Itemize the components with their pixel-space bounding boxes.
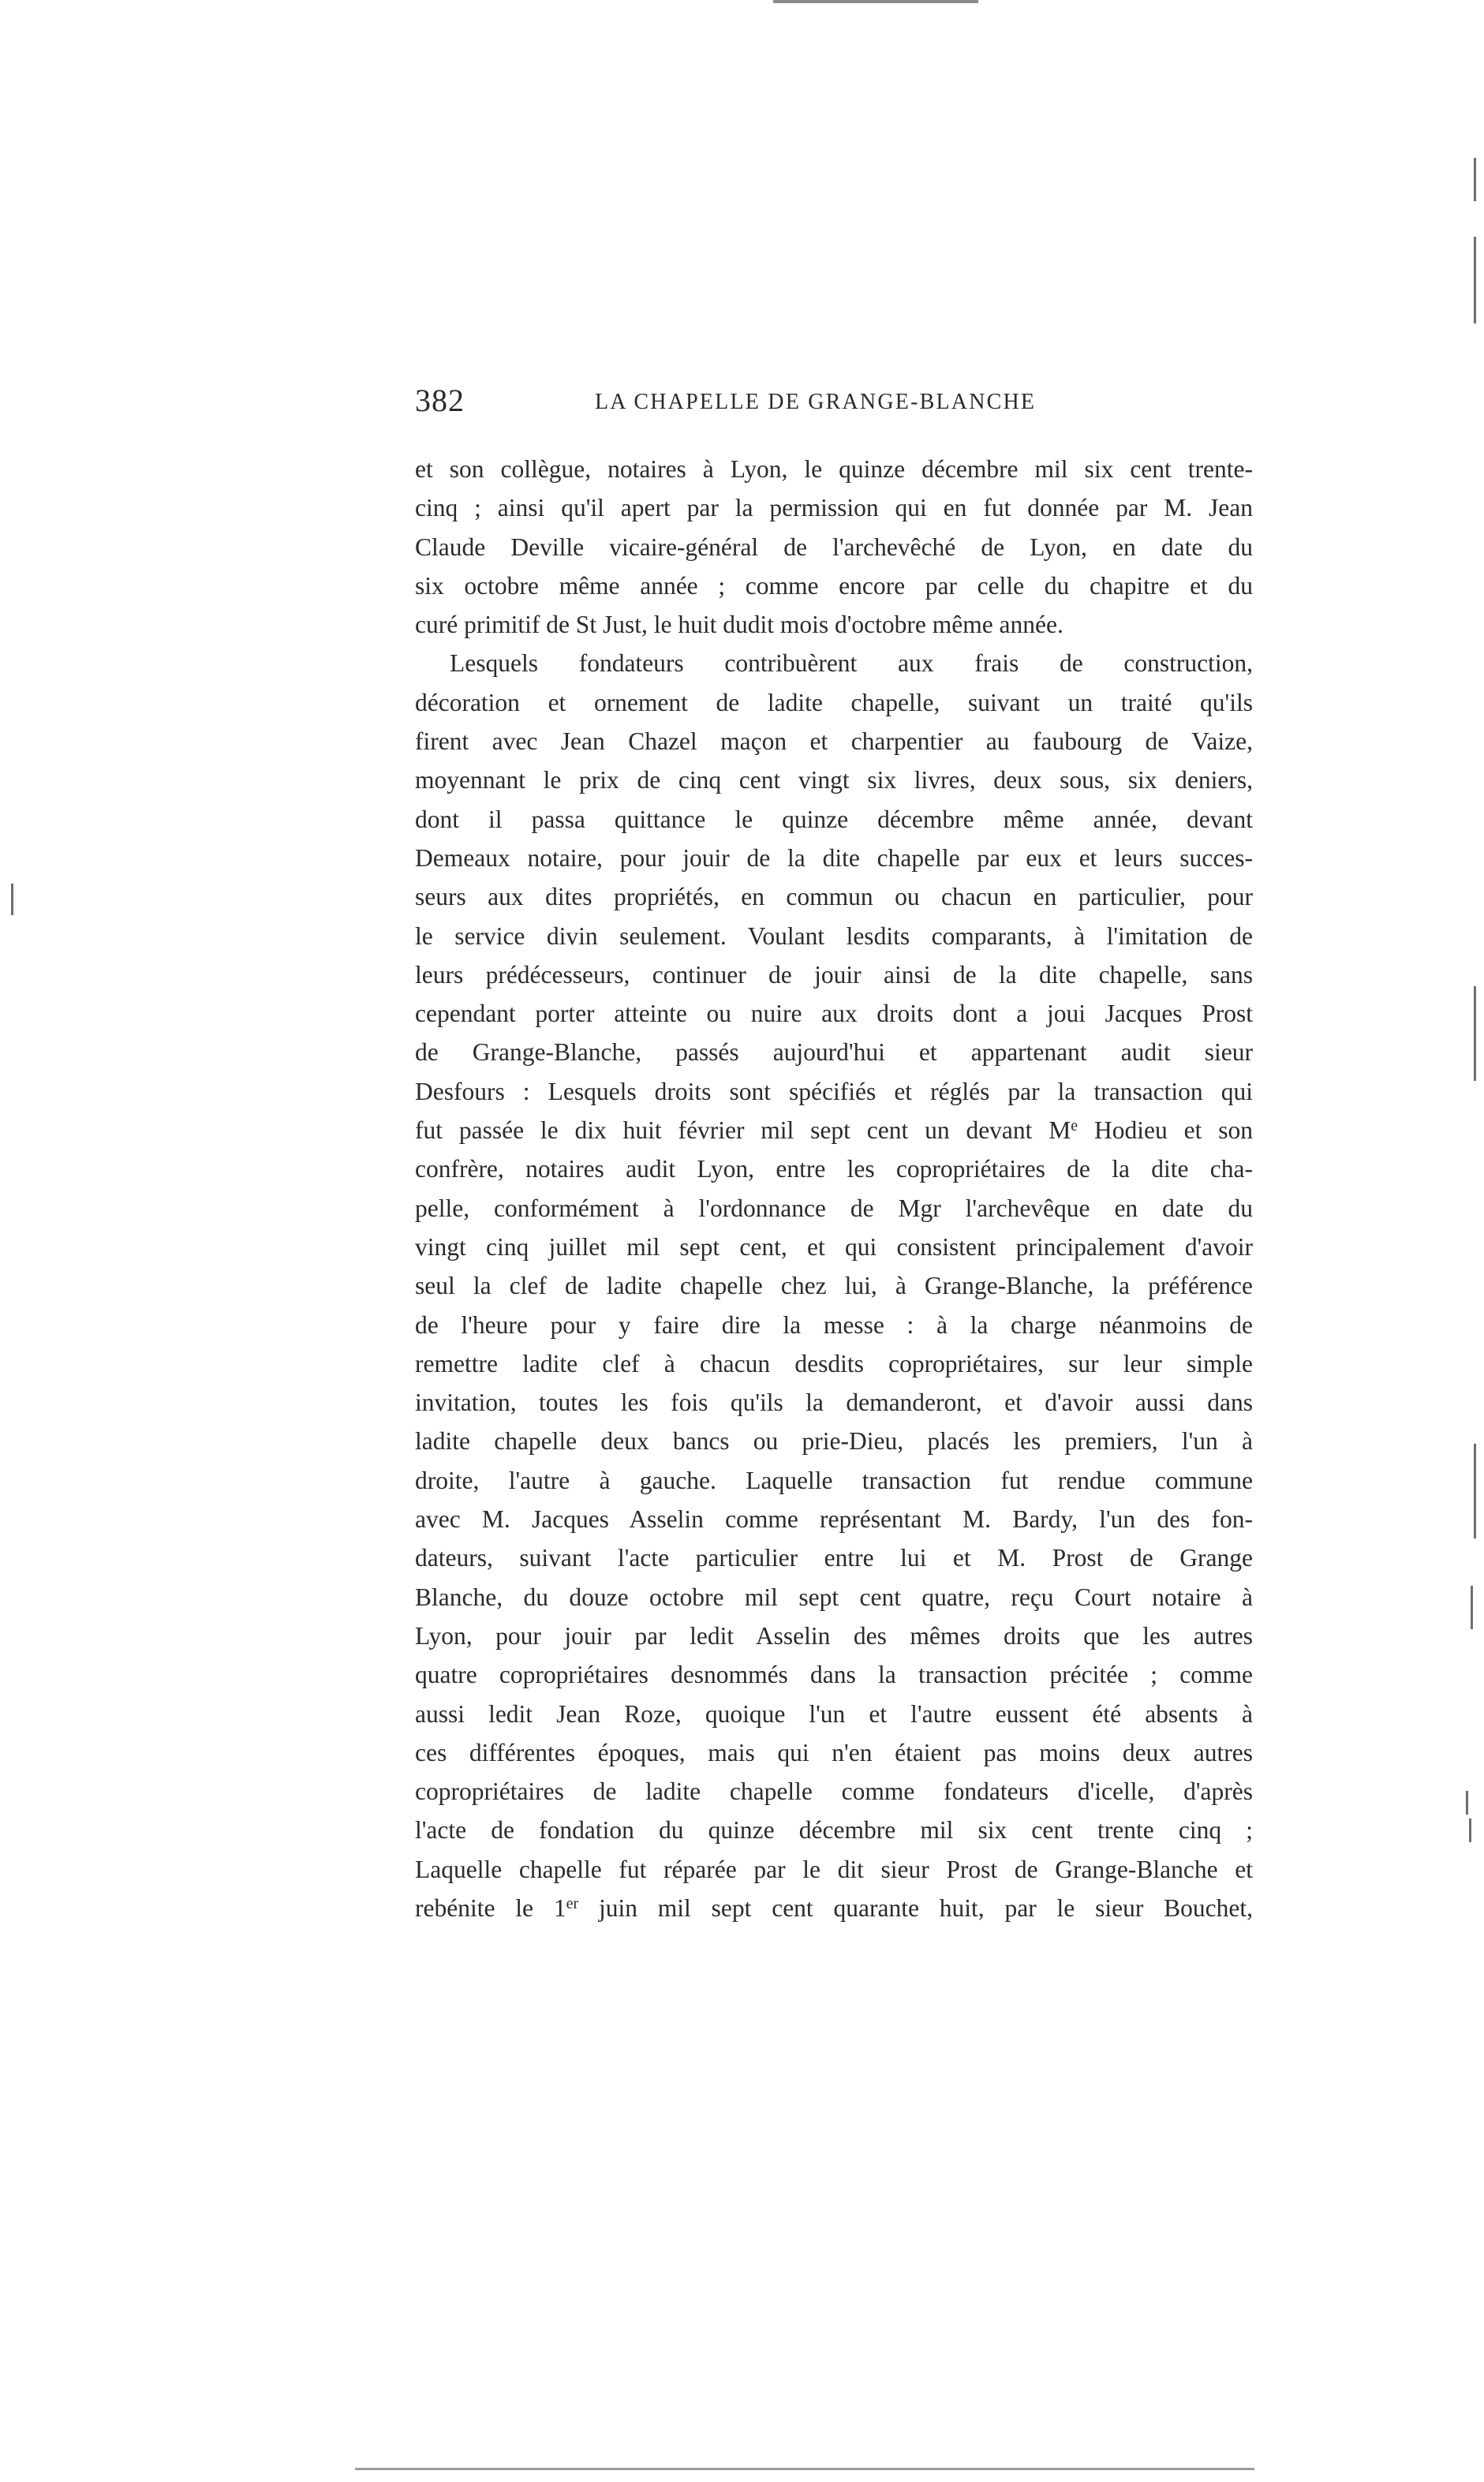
superscript: er — [566, 1894, 579, 1912]
text-line: l'acte de fondation du quinze décembre mil six cent trente cinq ; — [415, 1816, 1253, 1845]
text-line: remettre ladite clef à chacun desdits copropriétaires, sur leur simple — [415, 1349, 1253, 1377]
text-line: leurs prédécesseurs, continuer de jouir ainsi de la dite chapelle, sans — [415, 960, 1253, 989]
text-line: décoration et ornement de ladite chapelle, suivant un traité qu'ils — [415, 688, 1253, 716]
text-segment: juin mil sept cent quarante huit, par le sieur Bouchet, — [578, 1893, 1254, 1922]
paragraph-start-line: Lesquels fondateurs contribuèrent aux frais de construction, — [450, 649, 1253, 678]
text-line: avec M. Jacques Asselin comme représentant M. Bardy, l'un des fon- — [415, 1505, 1253, 1534]
text-line: seul la clef de ladite chapelle chez lui, à Grange-Blanche, la préférence — [415, 1272, 1253, 1300]
text-line: confrère, notaires audit Lyon, entre les copropriétaires de la dite cha- — [415, 1155, 1253, 1183]
text-line: curé primitif de St Just, le huit dudit mois d'octobre même année. — [415, 611, 1063, 639]
text-line-with-superscript — [415, 1889, 1253, 1927]
text-line: ces différentes époques, mais qui n'en étaient pas moins deux autres — [415, 1738, 1253, 1766]
text-segment: Hodieu et son — [1078, 1116, 1253, 1145]
text-line: aussi ledit Jean Roze, quoique l'un et l'autre eussent été absents à — [415, 1699, 1253, 1728]
text-line: dateurs, suivant l'acte particulier entre lui et M. Prost de Grange — [415, 1544, 1253, 1572]
scan-speck — [1474, 158, 1476, 201]
text-line: et son collègue, notaires à Lyon, le quinze décembre mil six cent trente- — [415, 455, 1253, 483]
text-line: Laquelle chapelle fut réparée par le dit sieur Prost de Grange-Blanche et — [415, 1855, 1253, 1883]
scan-speck — [1471, 1586, 1473, 1629]
text-line: pelle, conformément à l'ordonnance de Mgr l'archevêque en date du — [415, 1194, 1253, 1222]
text-line: dont il passa quittance le quinze décembre même année, devant — [415, 805, 1253, 833]
body-text — [415, 450, 1253, 1927]
page-number: 382 — [415, 383, 465, 418]
page-header — [415, 382, 1125, 429]
text-segment: fut passée le dix huit février mil sept cent un devant M — [415, 1116, 1071, 1145]
scan-speck — [11, 884, 13, 915]
text-line: invitation, toutes les fois qu'ils la demanderont, et d'avoir aussi dans — [415, 1389, 1253, 1417]
superscript: e — [1071, 1117, 1078, 1135]
text-line: droite, l'autre à gauche. Laquelle transaction fut rendue commune — [415, 1466, 1253, 1494]
scan-speck — [1469, 1819, 1471, 1842]
text-line: Demeaux notaire, pour jouir de la dite chapelle par eux et leurs succes- — [415, 843, 1253, 872]
scan-speck — [1466, 1791, 1468, 1815]
scan-speck — [1474, 237, 1476, 323]
text-segment: rebénite le 1 — [415, 1893, 566, 1922]
text-line: cinq ; ainsi qu'il apert par la permission qui en fut donnée par M. Jean — [415, 494, 1253, 522]
text-line: vingt cinq juillet mil sept cent, et qui consistent principalement d'avoir — [415, 1232, 1253, 1261]
text-line: Lyon, pour jouir par ledit Asselin des mêmes droits que les autres — [415, 1621, 1253, 1650]
text-line: ladite chapelle deux bancs ou prie-Dieu, placés les premiers, l'un à — [415, 1427, 1253, 1456]
text-line: cependant porter atteinte ou nuire aux droits dont a joui Jacques Prost — [415, 1000, 1253, 1028]
scan-speck — [1474, 986, 1476, 1081]
scan-speck — [1474, 1444, 1476, 1538]
text-line: Desfours : Lesquels droits sont spécifiés et réglés par la transaction qui — [415, 1077, 1253, 1105]
text-line: quatre copropriétaires desnommés dans la transaction précitée ; comme — [415, 1661, 1253, 1689]
text-line-with-superscript — [415, 1111, 1253, 1149]
scan-edge-mark-bottom — [355, 2468, 1254, 2470]
text-line: firent avec Jean Chazel maçon et charpentier au faubourg de Vaize, — [415, 727, 1253, 756]
text-line: six octobre même année ; comme encore par celle du chapitre et du — [415, 571, 1253, 600]
text-line: Claude Deville vicaire-général de l'archevêché de Lyon, en date du — [415, 533, 1253, 561]
text-line: de l'heure pour y faire dire la messe : à la charge néanmoins de — [415, 1310, 1253, 1339]
text-line: le service divin seulement. Voulant lesdits comparants, à l'imitation de — [415, 921, 1253, 950]
text-line: de Grange-Blanche, passés aujourd'hui et appartenant audit sieur — [415, 1038, 1253, 1067]
text-line: copropriétaires de ladite chapelle comme fondateurs d'icelle, d'après — [415, 1777, 1253, 1806]
text-line: moyennant le prix de cinq cent vingt six livres, deux sous, six deniers, — [415, 766, 1253, 794]
text-line: Blanche, du douze octobre mil sept cent quatre, reçu Court notaire à — [415, 1583, 1253, 1611]
scan-edge-mark-top — [773, 0, 978, 3]
running-title: LA CHAPELLE DE GRANGE-BLANCHE — [595, 390, 1037, 414]
text-line: seurs aux dites propriétés, en commun ou chacun en particulier, pour — [415, 883, 1253, 911]
